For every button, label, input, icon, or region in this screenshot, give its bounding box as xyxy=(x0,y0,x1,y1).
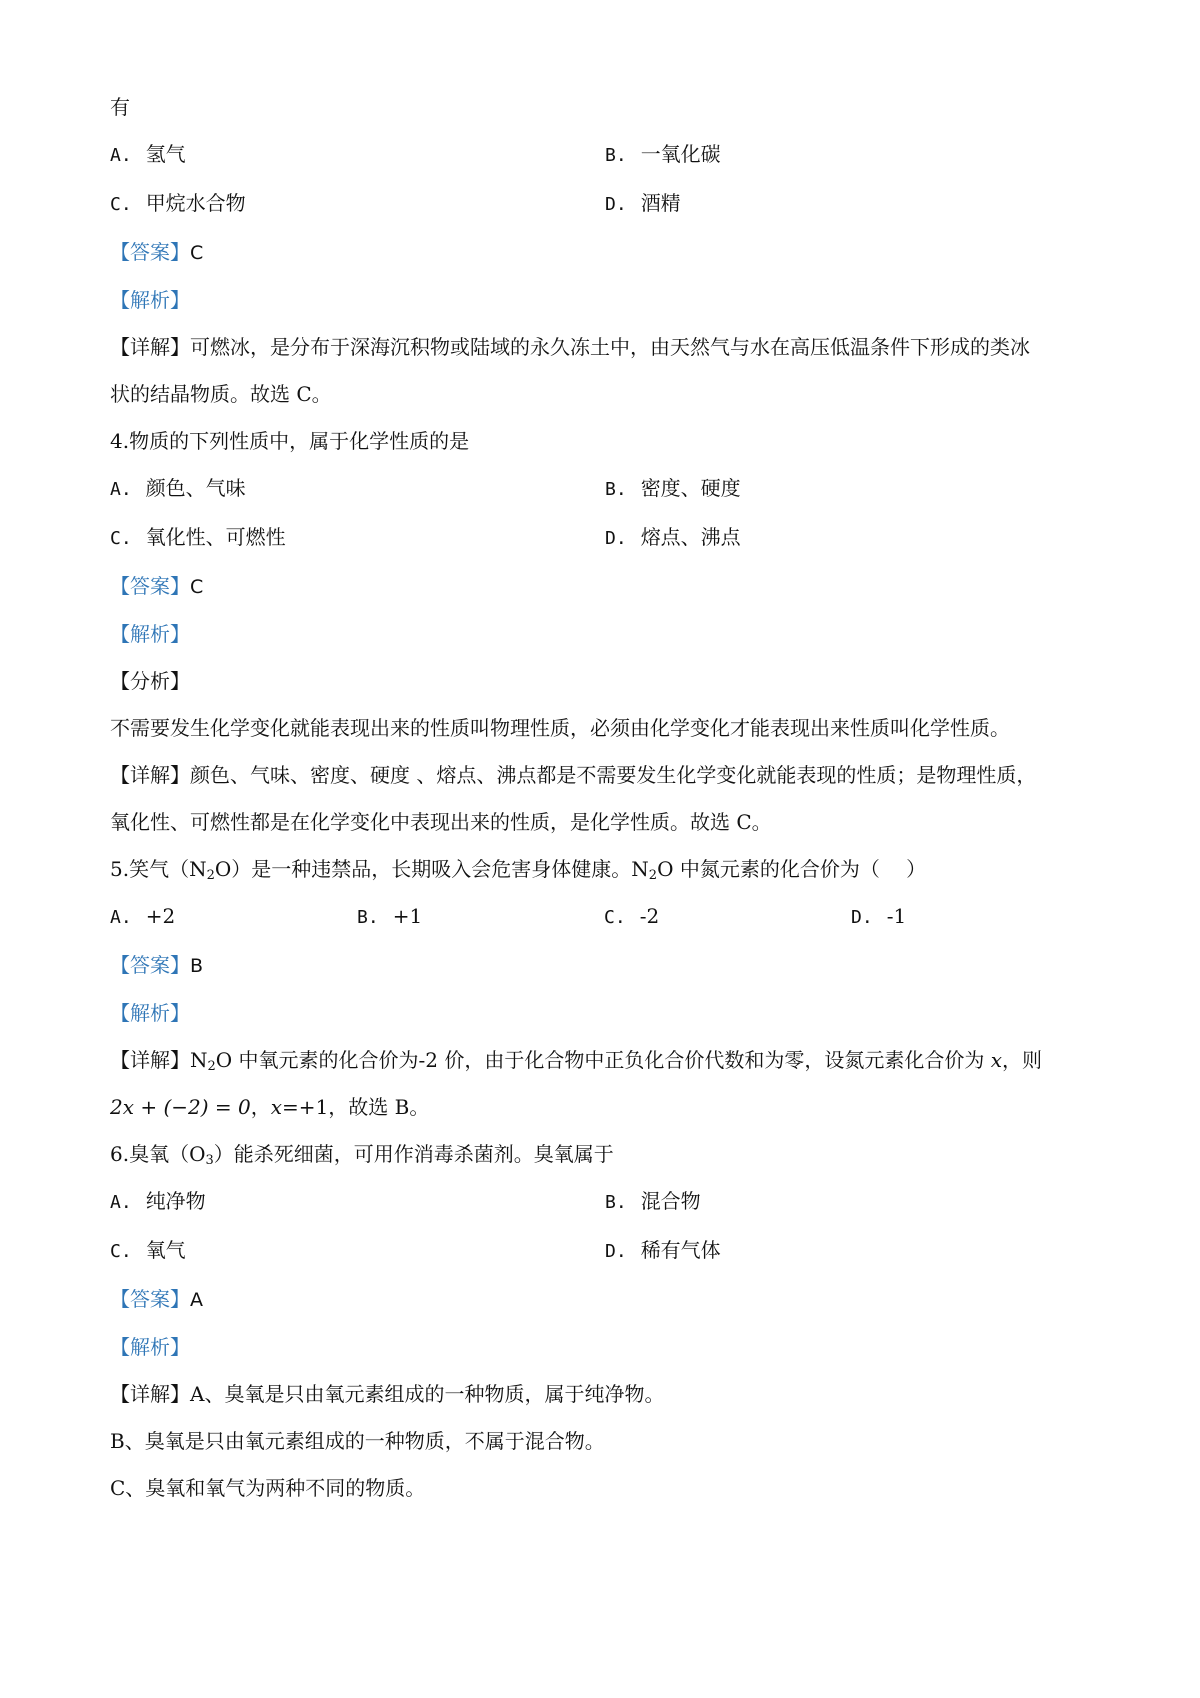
q5-option-d-text: -1 xyxy=(886,904,907,928)
q3-detail-label: 【详解】 xyxy=(110,335,190,359)
q5-formula: 2x + (−2) = 0 xyxy=(110,1095,251,1119)
q3-option-d-letter: D. xyxy=(605,194,627,215)
q5-answer-label: 【答案】 xyxy=(110,953,190,977)
q4-option-c-text: 氧化性、可燃性 xyxy=(145,525,286,549)
q4-option-b-letter: B. xyxy=(605,479,627,500)
q5-question xyxy=(110,854,1100,884)
q4-fenxi-label: 【分析】 xyxy=(110,669,190,693)
q5-option-d-letter: D. xyxy=(851,907,873,928)
q6-option-b-text: 混合物 xyxy=(640,1189,701,1213)
q6-detail-label: 【详解】 xyxy=(110,1382,190,1406)
q3-option-a-text: 氢气 xyxy=(145,142,186,166)
q6-option-c-text: 氧气 xyxy=(145,1238,186,1262)
q3-option-b xyxy=(605,139,1100,171)
q5-option-a xyxy=(110,901,357,933)
q3-option-d-text: 酒精 xyxy=(640,191,681,215)
q3-options-row-2 xyxy=(110,188,1100,220)
q4-option-b xyxy=(605,473,1100,505)
q3-option-a-letter: A. xyxy=(110,145,132,166)
q6-option-d-text: 稀有气体 xyxy=(640,1238,721,1262)
q5-option-a-letter: A. xyxy=(110,907,132,928)
q3-answer-label: 【答案】 xyxy=(110,240,190,264)
q6-option-b-letter: B. xyxy=(605,1192,627,1213)
q5-formula-tail-post: =+1，故选 B。 xyxy=(282,1095,430,1119)
q4-option-c xyxy=(110,522,605,554)
q6-option-b xyxy=(605,1186,1100,1218)
q4-detail-line-2: 氧化性、可燃性都是在化学变化中表现出来的性质，是化学性质。故选 C。 xyxy=(110,810,772,834)
q4-option-c-letter: C. xyxy=(110,528,132,549)
q3-option-c-letter: C. xyxy=(110,194,132,215)
q5-question-sub-1: 2 xyxy=(206,868,215,883)
q6-option-d-letter: D. xyxy=(605,1241,627,1262)
q5-option-d xyxy=(851,901,1098,933)
q3-option-b-text: 一氧化碳 xyxy=(640,142,721,166)
q5-option-a-text: +2 xyxy=(145,904,176,928)
q6-option-c-letter: C. xyxy=(110,1241,132,1262)
q4-option-d-letter: D. xyxy=(605,528,627,549)
q5-options-row xyxy=(110,901,1100,933)
q5-answer xyxy=(110,950,1100,981)
q5-option-c-text: -2 xyxy=(639,904,660,928)
q4-option-d xyxy=(605,522,1100,554)
q5-option-c-letter: C. xyxy=(604,907,626,928)
q6-answer xyxy=(110,1284,1100,1315)
q5-option-b-letter: B. xyxy=(357,907,379,928)
q4-detail-line-1: 颜色、气味、密度、硬度 、熔点、沸点都是不需要发生化学变化就能表现的性质；是物理性质， xyxy=(190,763,1037,787)
q6-answer-label: 【答案】 xyxy=(110,1287,190,1311)
q6-answer-value: A xyxy=(190,1289,203,1311)
q4-question: 4.物质的下列性质中，属于化学性质的是 xyxy=(110,429,470,453)
q4-fenxi-text: 不需要发生化学变化就能表现出来的性质叫物理性质，必须由化学变化才能表现出来性质叫化学性质。 xyxy=(110,716,1010,740)
q5-detail-post: ，则 xyxy=(1002,1048,1043,1072)
q5-option-b-text: +1 xyxy=(392,904,423,928)
q5-formula-tail-pre: ， xyxy=(250,1095,271,1119)
q6-detail-row-1 xyxy=(110,1379,1100,1409)
q5-detail-pre: N xyxy=(190,1048,208,1072)
q5-question-post: O 中氮元素的化合价为（ ） xyxy=(657,857,927,881)
q6-options-row-2 xyxy=(110,1235,1100,1267)
q6-analysis-label: 【解析】 xyxy=(110,1335,190,1359)
q6-option-a xyxy=(110,1186,605,1218)
q5-detail xyxy=(110,1045,1100,1122)
q3-option-c xyxy=(110,188,605,220)
q6-options-row-1 xyxy=(110,1186,1100,1218)
q3-option-c-text: 甲烷水合物 xyxy=(145,191,246,215)
q3-option-a xyxy=(110,139,605,171)
q3-option-d xyxy=(605,188,1100,220)
q5-detail-var: x xyxy=(990,1048,1003,1072)
q6-option-a-letter: A. xyxy=(110,1192,132,1213)
q5-detail-mid: O 中氧元素的化合价为-2 价，由于化合物中正负化合价代数和为零，设氮元素化合价为 xyxy=(215,1048,991,1072)
q5-option-c xyxy=(604,901,851,933)
q3-options-row-1 xyxy=(110,139,1100,171)
q6-option-d xyxy=(605,1235,1100,1267)
q6-detail-line-1: A、臭氧是只由氧元素组成的一种物质，属于纯净物。 xyxy=(190,1382,665,1406)
q3-answer-value: C xyxy=(190,242,204,264)
q6-question-pre: 6.臭氧（O xyxy=(110,1142,206,1166)
q6-option-a-text: 纯净物 xyxy=(145,1189,206,1213)
q4-answer-value: C xyxy=(190,576,204,598)
q4-answer-label: 【答案】 xyxy=(110,574,190,598)
q6-detail-line-3: C、臭氧和氧气为两种不同的物质。 xyxy=(110,1476,426,1500)
q5-question-pre: 5.笑气（N xyxy=(110,857,207,881)
q6-option-c xyxy=(110,1235,605,1267)
q6-detail-line-2: B、臭氧是只由氧元素组成的一种物质，不属于混合物。 xyxy=(110,1429,605,1453)
q4-analysis-label: 【解析】 xyxy=(110,622,190,646)
q4-detail xyxy=(110,760,1100,837)
q4-detail-label: 【详解】 xyxy=(110,763,190,787)
q4-options-row-1 xyxy=(110,473,1100,505)
q3-detail-line-2: 状的结晶物质。故选 C。 xyxy=(110,382,332,406)
q3-answer xyxy=(110,237,1100,268)
q6-question-sub: 3 xyxy=(205,1153,214,1168)
q4-option-a-text: 颜色、气味 xyxy=(145,476,246,500)
q4-option-d-text: 熔点、沸点 xyxy=(640,525,741,549)
q5-formula-tail-var: x xyxy=(270,1095,283,1119)
q5-detail-label: 【详解】 xyxy=(110,1048,190,1072)
q5-question-sub-2: 2 xyxy=(648,868,658,883)
q4-option-a xyxy=(110,473,605,505)
q5-question-mid: O）是一种违禁品，长期吸入会危害身体健康。N xyxy=(214,857,649,881)
q3-analysis-label: 【解析】 xyxy=(110,288,190,312)
q6-question-post: ）能杀死细菌，可用作消毒杀菌剂。臭氧属于 xyxy=(213,1142,614,1166)
q3-option-b-letter: B. xyxy=(605,145,627,166)
q3-detail xyxy=(110,332,1100,409)
q4-option-b-text: 密度、硬度 xyxy=(640,476,741,500)
q4-option-a-letter: A. xyxy=(110,479,132,500)
q4-answer xyxy=(110,571,1100,602)
q6-question xyxy=(110,1139,1100,1169)
q3-intro-tail: 有 xyxy=(110,95,130,119)
q5-answer-value: B xyxy=(190,955,204,977)
q5-analysis-label: 【解析】 xyxy=(110,1001,190,1025)
q5-option-b xyxy=(357,901,604,933)
q5-detail-sub: 2 xyxy=(207,1059,216,1074)
q4-options-row-2 xyxy=(110,522,1100,554)
q3-detail-line-1: 可燃冰，是分布于深海沉积物或陆域的永久冻土中，由天然气与水在高压低温条件下形成的类冰 xyxy=(190,335,1030,359)
document-page xyxy=(110,92,1100,1520)
